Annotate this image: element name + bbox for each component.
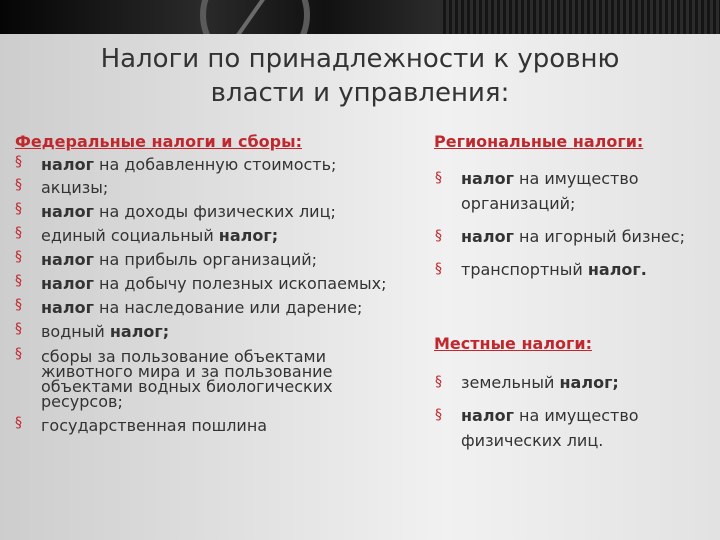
tax-list-item xyxy=(435,257,701,282)
bullet-icon: § xyxy=(435,374,442,390)
bullet-icon: § xyxy=(15,297,22,313)
tax-list-item xyxy=(15,154,411,174)
bullet-icon: § xyxy=(435,170,442,186)
tax-description: государственная пошлина xyxy=(41,416,268,435)
tax-description: на наследование или дарение; xyxy=(93,298,363,317)
bullet-icon: § xyxy=(15,321,22,337)
tax-list-item xyxy=(435,370,701,395)
bullet-icon: § xyxy=(435,228,442,244)
tax-list-item xyxy=(435,166,701,216)
tax-keyword: налог xyxy=(41,250,94,269)
bullet-icon: § xyxy=(435,407,442,423)
tax-description: транспортный xyxy=(461,260,588,279)
tax-keyword: налог xyxy=(41,155,94,174)
local-tax-list xyxy=(435,370,701,453)
bullet-icon: § xyxy=(15,225,22,241)
header-photo-banner xyxy=(0,0,720,34)
tax-list-item xyxy=(15,297,411,317)
tax-list-item xyxy=(15,201,411,221)
bullet-icon: § xyxy=(435,261,442,277)
local-heading: Местные налоги: xyxy=(434,334,593,353)
tax-description: на доходы физических лиц; xyxy=(93,202,336,221)
tax-list-item xyxy=(15,225,411,245)
tax-list-item xyxy=(435,403,701,453)
tax-description: на игорный бизнес; xyxy=(513,227,685,246)
title-line-1: Налоги по принадлежности к уровню xyxy=(100,44,620,74)
tax-keyword: налог xyxy=(461,169,514,188)
federal-tax-list xyxy=(15,154,411,435)
tax-keyword: налог; xyxy=(109,322,170,341)
tax-description: на прибыль организаций; xyxy=(93,250,318,269)
tax-description: на добавленную стоимость; xyxy=(93,155,337,174)
tax-description: сборы за пользование объектами животного мира и за пользование объектами водных биологических ресурсов; xyxy=(41,347,333,411)
tax-list-item xyxy=(15,249,411,269)
regional-tax-list xyxy=(435,166,701,282)
tax-list-item xyxy=(15,415,411,435)
tax-keyword: налог; xyxy=(559,373,619,392)
tax-keyword: налог xyxy=(461,227,514,246)
tax-list-item xyxy=(15,177,411,197)
tax-list-item xyxy=(15,273,411,293)
regional-heading: Региональные налоги: xyxy=(434,132,644,151)
grille-decoration xyxy=(440,0,720,34)
tax-description: на имущество физических лиц. xyxy=(461,406,639,450)
tax-list-item xyxy=(15,321,411,341)
tax-list-item xyxy=(435,224,701,249)
bullet-icon: § xyxy=(15,273,22,289)
tax-keyword: налог xyxy=(41,202,94,221)
tax-keyword: налог; xyxy=(218,226,279,245)
tax-keyword: налог. xyxy=(587,260,647,279)
bullet-icon: § xyxy=(15,201,22,217)
slide-title xyxy=(60,42,660,110)
bullet-icon: § xyxy=(15,249,22,265)
title-line-2: власти и управления: xyxy=(210,78,510,108)
tax-description: на имущество организаций; xyxy=(461,169,639,213)
bullet-icon: § xyxy=(15,346,22,362)
tax-list-item xyxy=(15,346,411,411)
tax-keyword: налог xyxy=(461,406,514,425)
tax-description: акцизы; xyxy=(41,178,109,197)
bullet-icon: § xyxy=(15,177,22,193)
tax-description: на добычу полезных ископаемых; xyxy=(93,274,387,293)
bullet-icon: § xyxy=(15,415,22,431)
bullet-icon: § xyxy=(15,154,22,170)
tax-keyword: налог xyxy=(41,298,94,317)
federal-heading: Федеральные налоги и сборы: xyxy=(15,132,302,151)
tax-description: единый социальный xyxy=(41,226,219,245)
tax-description: водный xyxy=(41,322,110,341)
tax-description: земельный xyxy=(461,373,560,392)
tax-keyword: налог xyxy=(41,274,94,293)
